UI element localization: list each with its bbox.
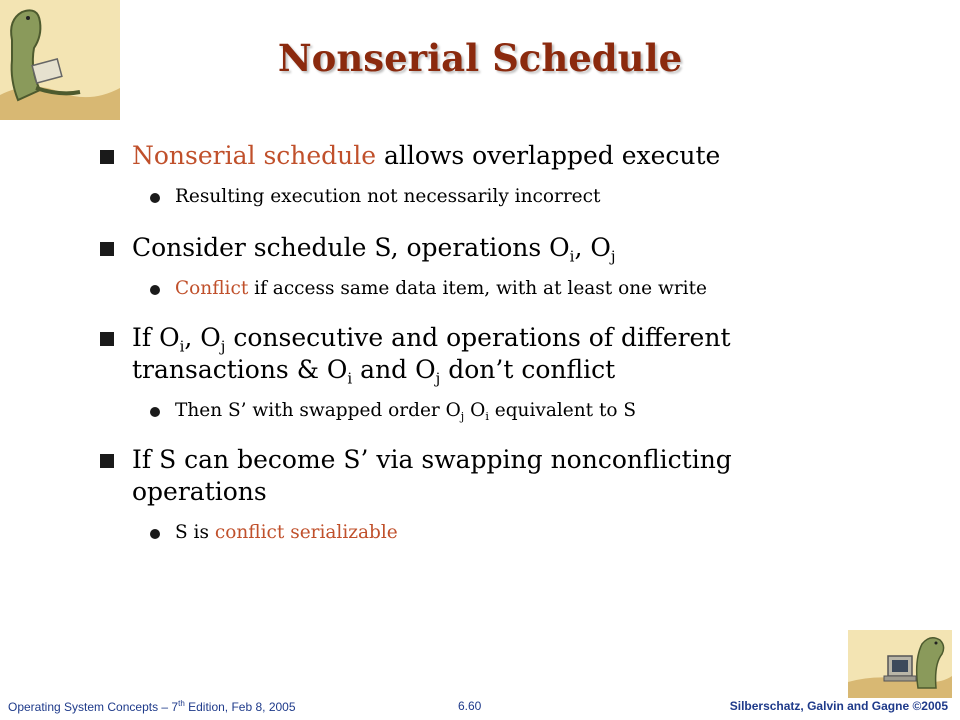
square-bullet-icon (100, 150, 114, 164)
square-bullet-icon (100, 332, 114, 346)
term-nonserial-schedule: Nonserial schedule (132, 141, 377, 170)
bullet-consecutive-operations (100, 322, 920, 386)
bullet-text: Consider schedule S, operations O (132, 233, 570, 262)
bullet-line-2: operations (132, 477, 267, 506)
footer-book-title (8, 699, 296, 714)
text-run: S is (175, 522, 215, 543)
sub-bullet-text: if access same data item, with at least one write (248, 278, 707, 299)
bullet-text: , O (574, 233, 611, 262)
text-run: Edition, Feb 8, 2005 (184, 700, 296, 714)
text-run: consecutive and operations of different (225, 323, 731, 352)
footer-authors: Silberschatz, Galvin and Gagne ©2005 (729, 699, 948, 713)
round-bullet-icon (150, 529, 160, 539)
sub-bullet-swapped-order (100, 398, 920, 424)
subscript-j: j (460, 409, 465, 423)
text-run: Operating System Concepts – 7 (8, 700, 179, 714)
text-run: don’t conflict (440, 355, 616, 384)
text-run: , O (184, 323, 221, 352)
subscript-j: j (220, 337, 226, 356)
bullet-line-1 (132, 322, 920, 354)
text-run: and O (352, 355, 436, 384)
sub-bullet-not-incorrect (100, 184, 920, 210)
sub-bullet-text: Resulting execution not necessarily incorrect (175, 186, 601, 207)
slide-body (100, 140, 920, 546)
subscript-i: i (179, 337, 185, 356)
sub-bullet-conflict (100, 276, 920, 302)
subscript-j: j (435, 369, 441, 388)
bullet-line-1: If S can become S’ via swapping nonconflicting (132, 445, 732, 474)
dinosaur-computer-icon (848, 630, 952, 698)
bullet-consider-schedule (100, 232, 920, 264)
square-bullet-icon (100, 454, 114, 468)
subscript-i: i (569, 247, 575, 266)
text-run: equivalent to S (488, 400, 637, 421)
subscript-j: j (610, 247, 616, 266)
term-conflict-serializable: conflict serializable (214, 522, 398, 543)
round-bullet-icon (150, 193, 160, 203)
round-bullet-icon (150, 407, 160, 417)
subscript-i: i (485, 409, 489, 423)
square-bullet-icon (100, 242, 114, 256)
term-conflict: Conflict (175, 278, 249, 299)
superscript-th: th (178, 699, 185, 708)
sub-bullet-conflict-serializable (100, 520, 920, 546)
bullet-nonserial-schedule (100, 140, 920, 172)
text-run: transactions & O (132, 355, 348, 384)
footer-page-number: 6.60 (458, 699, 482, 713)
round-bullet-icon (150, 285, 160, 295)
text-run: Then S’ with swapped order O (175, 400, 461, 421)
slide-title: Nonserial Schedule (277, 36, 683, 80)
text-run: If O (132, 323, 180, 352)
bullet-line-2 (132, 354, 920, 386)
text-run: O (464, 400, 486, 421)
bullet-swapping-nonconflicting (100, 444, 920, 508)
subscript-i: i (347, 369, 353, 388)
bullet-text: allows overlapped execute (376, 141, 721, 170)
